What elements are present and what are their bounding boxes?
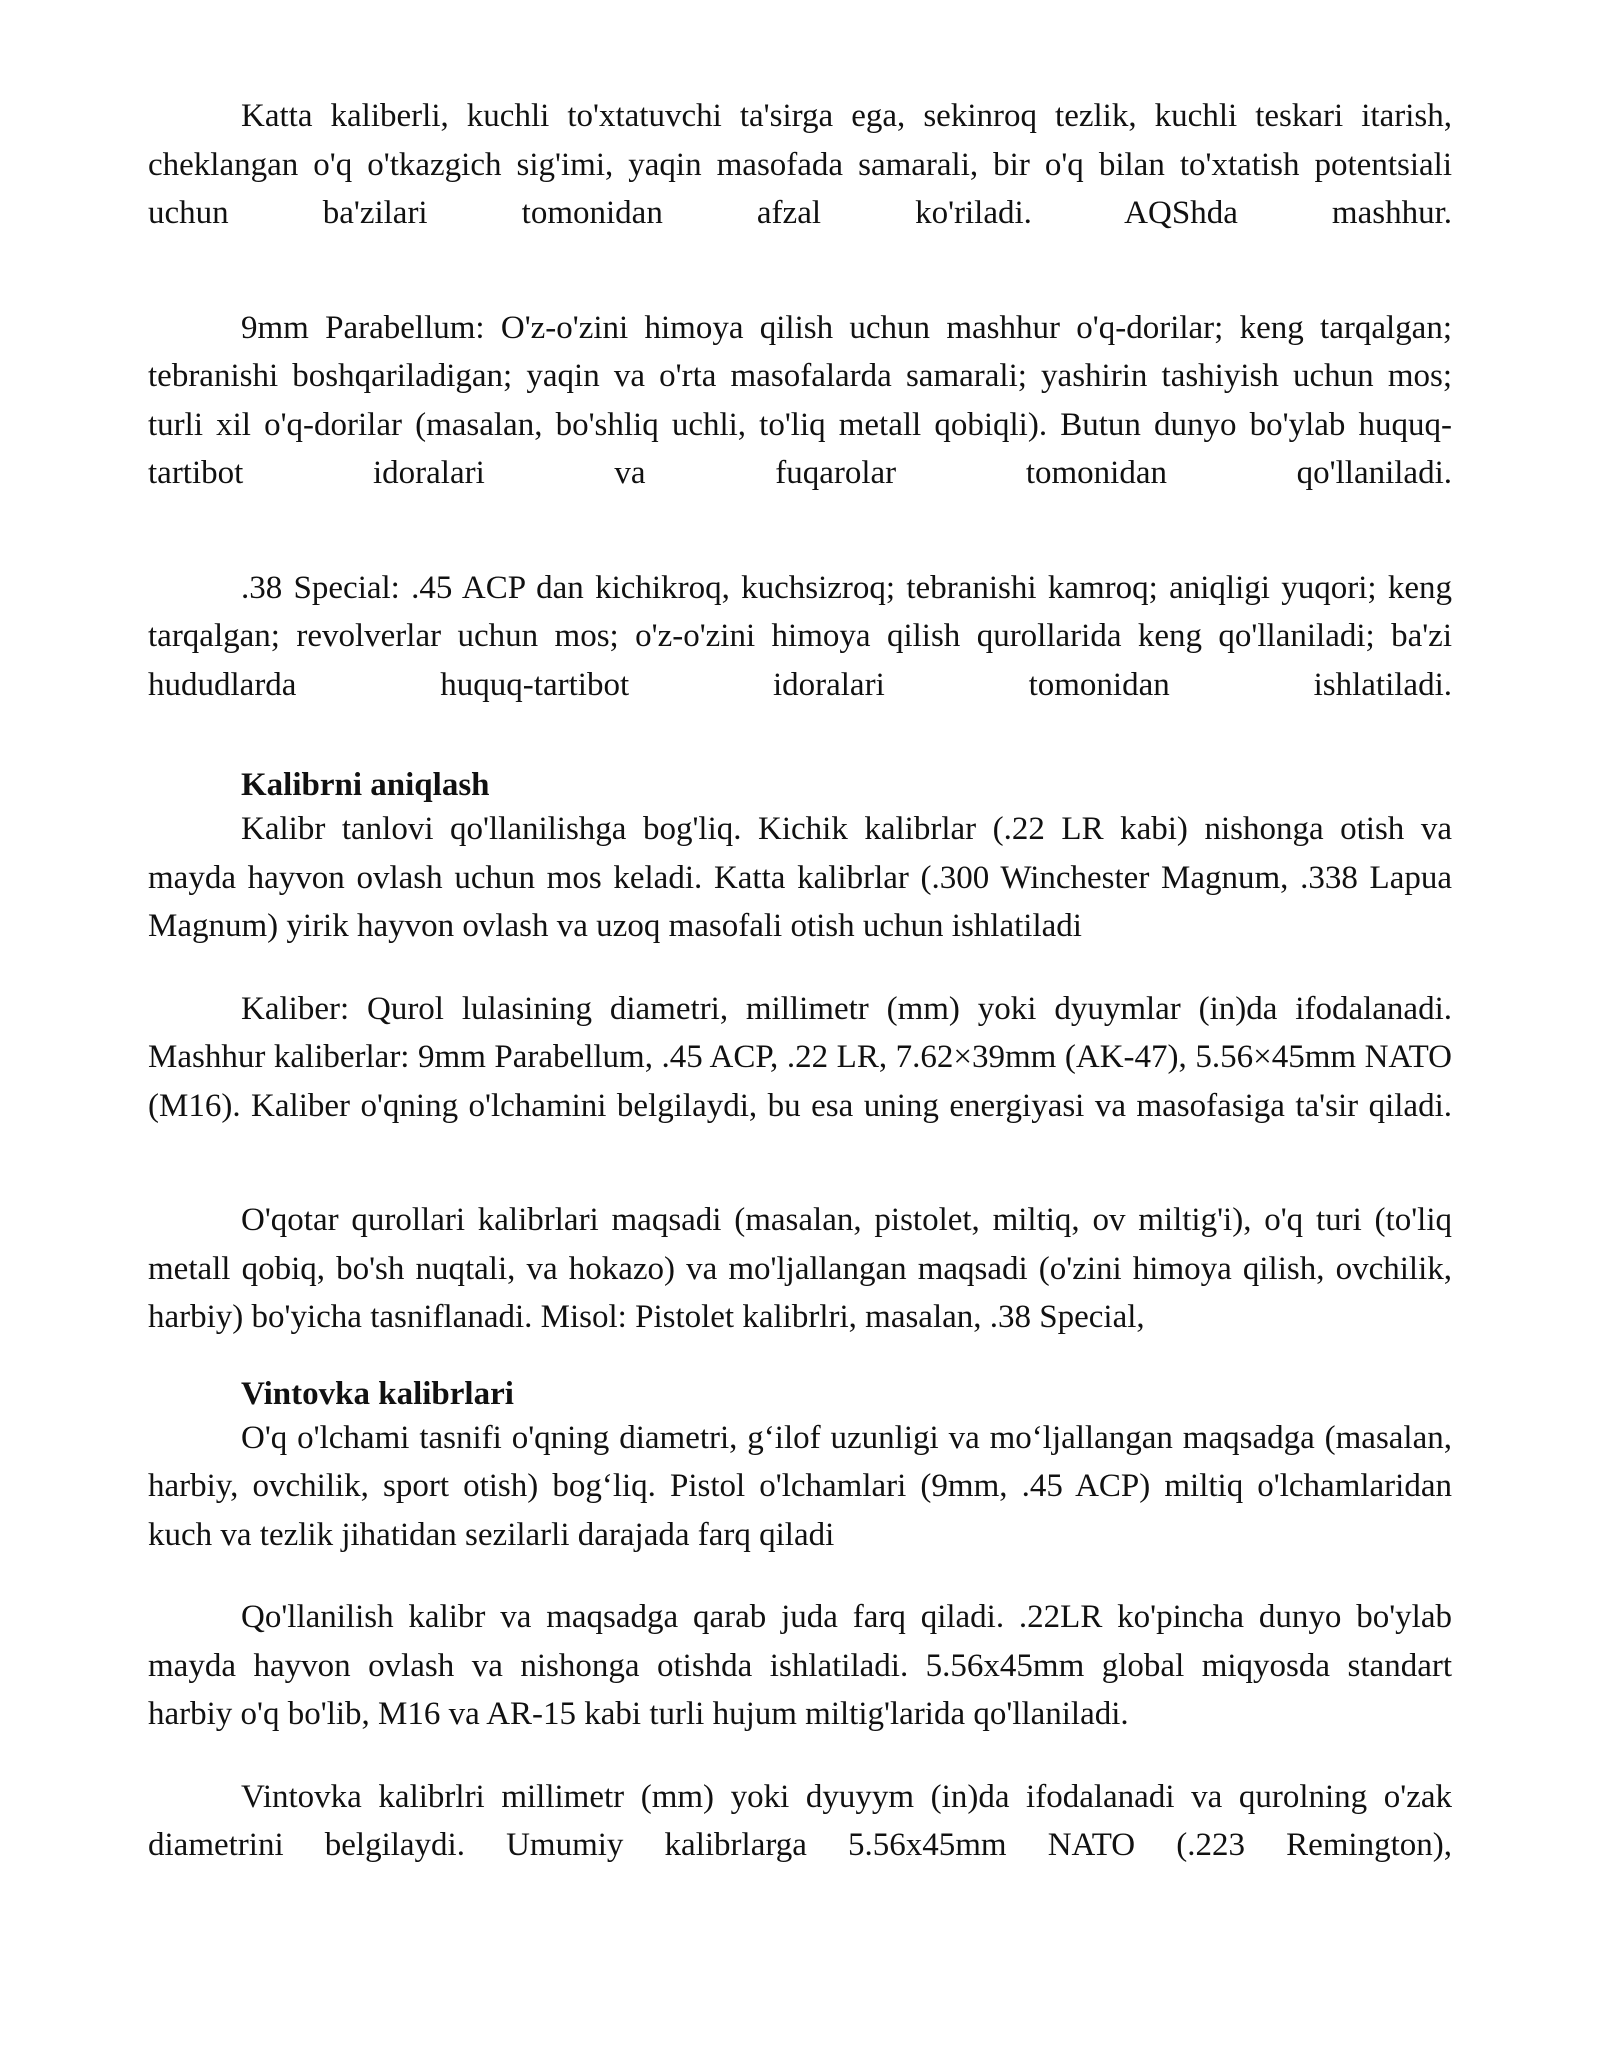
paragraph-caliber-choice: Kalibr tanlovi qo'llanilishga bog'liq. Kichik kalibrlar (.22 LR kabi) nishonga otish va mayda hayvon ovlash uchun mos keladi. Katta kalibrlar (.300 Winchester Magnum, .338 Lapua Magnum) yirik hayvon ovlash va uzoq masofali otish uchun ishlatiladi xyxy=(148,811,1452,944)
paragraph-gap xyxy=(148,238,1452,304)
paragraph-gap xyxy=(148,951,1452,985)
paragraph-usage: Qo'llanilish kalibr va maqsadga qarab juda farq qiladi. .22LR ko'pincha dunyo bo'ylab mayda hayvon ovlash va nishonga otishda ishlatiladi. 5.56x45mm global miqyosda standart harbiy o'q bo'lib, M16 va AR-15 kabi turli hujum miltig'larida qo'llaniladi. xyxy=(148,1599,1452,1732)
paragraph-large-caliber: Katta kaliberli, kuchli to'xtatuvchi ta'sirga ega, sekinroq tezlik, kuchli teskari itarish, cheklangan o'q o'tkazgich sig'imi, yaqin masofada samarali, bir o'q bilan to'xtatish potentsiali uchun ba'zilari tomonidan afzal ko'riladi. AQShda mashhur. xyxy=(148,98,1452,231)
paragraph-gap xyxy=(148,709,1452,765)
document-page xyxy=(148,92,1452,1870)
heading-kalibrni-aniqlash: Kalibrni aniqlash xyxy=(241,767,490,803)
paragraph-gap xyxy=(148,498,1452,564)
paragraph-kaliber-definition: Kaliber: Qurol lulasining diametri, millimetr (mm) yoki dyuymlar (in)da ifodalanadi. Mashhur kaliberlar: 9mm Parabellum, .45 ACP, .22 LR, 7.62×39mm (AK-47), 5.56×45mm NATO (M16). Kaliber o'qning o'lchamini belgilaydi, bu esa uning energiyasi va masofasiga ta'sir qiladi. xyxy=(148,990,1452,1124)
paragraph-38-special: .38 Special: .45 ACP dan kichikroq, kuchsizroq; tebranishi kamroq; aniqligi yuqori; keng tarqalgan; revolverlar uchun mos; o'z-o'zini himoya qilish qurollarida keng qo'llaniladi; ba'zi hududlarda huquq-tartibot idoralari tomonidan ishlatiladi. xyxy=(148,569,1452,703)
heading-vintovka-kalibrlari: Vintovka kalibrlari xyxy=(241,1375,514,1412)
paragraph-gap xyxy=(148,1559,1452,1593)
paragraph-bullet-size-classification: O'q o'lchami tasnifi o'qning diametri, g‘ilof uzunligi va mo‘ljallangan maqsadga (masalan, harbiy, ovchilik, sport otish) bog‘liq. Pistol o'lchamlari (9mm, .45 ACP) miltiq o'lchamlaridan kuch va tezlik jihatidan sezilarli darajada farq qiladi xyxy=(148,1419,1452,1553)
paragraph-gap xyxy=(148,1342,1452,1374)
paragraph-9mm-parabellum: 9mm Parabellum: O'z-o'zini himoya qilish uchun mashhur o'q-dorilar; keng tarqalgan; tebranishi boshqariladigan; yaqin va o'rta masofalarda samarali; yashirin tashiyish uchun mos; turli xil o'q-dorilar (masalan, bo'shliq uchli, to'liq metall qobiqli). Butun dunyo bo'ylab huquq-tartibot idoralari va fuqarolar tomonidan qo'llaniladi. xyxy=(148,309,1452,491)
paragraph-gap xyxy=(148,1739,1452,1773)
paragraph-gap xyxy=(148,1130,1452,1196)
paragraph-rifle-calibers: Vintovka kalibrlri millimetr (mm) yoki dyuyym (in)da ifodalanadi va qurolning o'zak diametrini belgilaydi. Umumiy kalibrlarga 5.56x45mm NATO (.223 Remington), xyxy=(148,1778,1452,1863)
paragraph-caliber-classification: O'qotar qurollari kalibrlari maqsadi (masalan, pistolet, miltiq, ov miltig'i), o'q turi (to'liq metall qobiq, bo'sh nuqtali, va hokazo) va mo'ljallangan maqsadi (o'zini himoya qilish, ovchilik, harbiy) bo'yicha tasniflanadi. Misol: Pistolet kalibrlri, masalan, .38 Special, xyxy=(148,1202,1452,1335)
